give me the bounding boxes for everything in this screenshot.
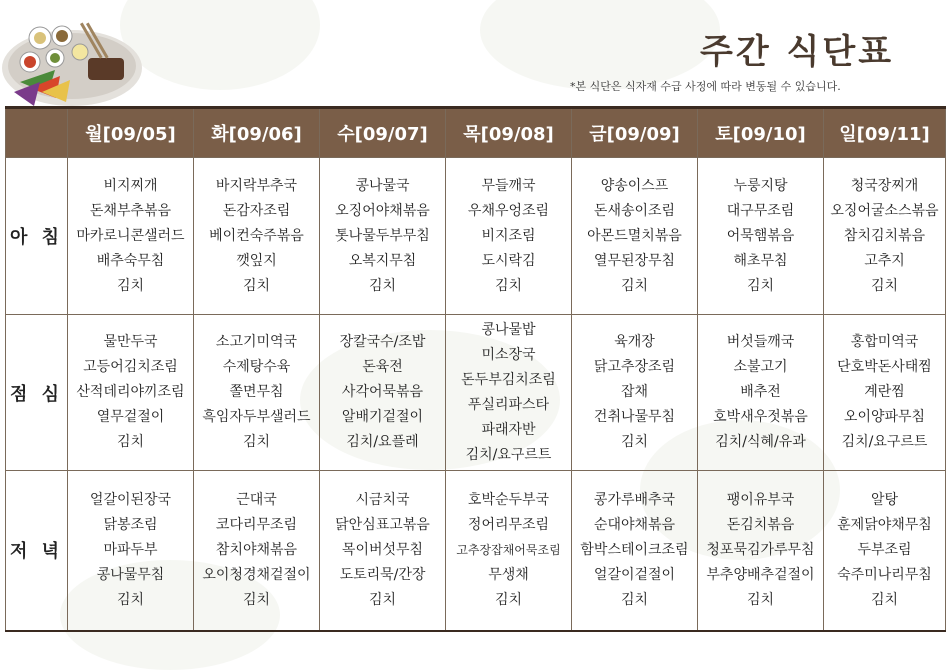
- dish-item: 순대야채볶음: [593, 516, 676, 533]
- dish-item: 배추숙무침: [96, 252, 165, 269]
- day-header: 화[09/06]: [194, 108, 320, 158]
- dish-item: 고추장잡채어묵조림: [456, 542, 561, 557]
- dish-item: 홍합미역국: [850, 334, 919, 350]
- dish-item: 오복지무침: [348, 252, 417, 269]
- dish-item: 육개장: [614, 334, 655, 350]
- dish-item: 배추전: [740, 384, 781, 400]
- menu-cell: [320, 315, 446, 471]
- dish-item: 닭안심표고볶음: [335, 516, 430, 533]
- meal-row: [6, 158, 946, 315]
- dish-item: 무생채: [488, 566, 529, 583]
- day-header: 토[09/10]: [698, 108, 824, 158]
- menu-cell: [320, 471, 446, 631]
- dish-item: 깻잎지: [236, 252, 277, 269]
- dish-item: 돈두부김치조림: [461, 371, 556, 388]
- dish-item: 콩가루배추국: [593, 491, 676, 508]
- dish-item: 호박새우젓볶음: [713, 409, 808, 425]
- menu-cell: [194, 471, 320, 631]
- dish-item: 어묵햄볶음: [726, 227, 795, 244]
- dish-item: 장칼국수/조밥: [339, 334, 426, 350]
- dish-item: 우채우엉조림: [467, 202, 550, 219]
- dish-item: 김치: [620, 434, 649, 450]
- menu-cell: [824, 158, 946, 315]
- dish-item: 김치: [620, 277, 649, 294]
- dish-item: 김치: [494, 591, 523, 608]
- dish-item: 바지락부추국: [215, 177, 298, 194]
- dish-item: 고추지: [864, 252, 905, 269]
- page-title: 주간 식단표: [700, 32, 895, 72]
- dish-item: 오징어야채볶음: [335, 202, 430, 219]
- dish-item: 고등어김치조림: [83, 359, 178, 375]
- menu-cell: [698, 471, 824, 631]
- dish-item: 건취나물무침: [593, 409, 676, 425]
- dish-item: 김치: [242, 277, 271, 294]
- dish-item: 목이버섯무침: [341, 541, 424, 558]
- food-plate-illustration: [0, 10, 150, 110]
- dish-item: 비지찌개: [103, 177, 158, 194]
- dish-item: 대구무조림: [726, 202, 795, 219]
- dish-item: 파래자반: [481, 421, 536, 438]
- dish-item: 정어리무조림: [467, 516, 550, 533]
- menu-cell: [194, 158, 320, 315]
- dish-item: 콩나물밥: [481, 321, 536, 338]
- dish-item: 숙주미나리무침: [837, 566, 932, 583]
- dish-item: 김치/요플레: [346, 434, 419, 450]
- meal-row: [6, 471, 946, 631]
- dish-item: 근대국: [236, 491, 277, 508]
- dish-item: 미소장국: [481, 346, 536, 363]
- dish-item: 두부조림: [857, 541, 912, 558]
- dish-item: 열무겉절이: [96, 409, 165, 425]
- dish-item: 푸실리파스타: [467, 396, 550, 413]
- dish-item: 알탕: [870, 491, 899, 508]
- dish-item: 김치: [116, 434, 145, 450]
- dish-item: 돈감자조림: [222, 202, 291, 219]
- menu-cell: [320, 158, 446, 315]
- meal-label: 저 녁: [6, 471, 68, 631]
- menu-cell: [698, 158, 824, 315]
- dish-item: 김치/요구르트: [841, 434, 928, 450]
- day-header: 목[09/08]: [446, 108, 572, 158]
- dish-item: 무들깨국: [481, 177, 536, 194]
- dish-item: 마카로니콘샐러드: [76, 227, 185, 244]
- day-header: 일[09/11]: [824, 108, 946, 158]
- dish-item: 양송이스프: [600, 177, 669, 194]
- dish-item: 콩나물국: [355, 177, 410, 194]
- dish-item: 청포묵김가루무침: [706, 541, 815, 558]
- dish-item: 톳나물두부무침: [335, 227, 430, 244]
- menu-cell: [824, 471, 946, 631]
- dish-item: 비지조림: [481, 227, 536, 244]
- dish-item: 훈제닭야채무침: [837, 516, 932, 533]
- dish-item: 김치: [242, 591, 271, 608]
- dish-item: 김치: [870, 591, 899, 608]
- dish-item: 김치: [620, 591, 649, 608]
- dish-item: 김치/식혜/유과: [715, 434, 806, 450]
- menu-cell: [446, 471, 572, 631]
- dish-item: 알배기겉절이: [341, 409, 424, 425]
- dish-item: 닭고추장조림: [593, 359, 676, 375]
- day-header: 월[09/05]: [68, 108, 194, 158]
- dish-item: 버섯들깨국: [726, 334, 795, 350]
- dish-item: 콩나물무침: [96, 566, 165, 583]
- dish-item: 도시락김: [481, 252, 536, 269]
- dish-item: 김치: [242, 434, 271, 450]
- dish-item: 계란찜: [864, 384, 905, 400]
- dish-item: 청국장찌개: [850, 177, 919, 194]
- dish-item: 마파두부: [103, 541, 158, 558]
- dish-item: 돈채부추볶음: [89, 202, 172, 219]
- dish-item: 물만두국: [103, 334, 158, 350]
- dish-item: 코다리무조림: [215, 516, 298, 533]
- meal-label: 아 침: [6, 158, 68, 315]
- menu-cell: [572, 471, 698, 631]
- dish-item: 시금치국: [355, 491, 410, 508]
- dish-item: 얼갈이된장국: [89, 491, 172, 508]
- dish-item: 소불고기: [733, 359, 788, 375]
- dish-item: 김치: [368, 277, 397, 294]
- dish-item: 단호박돈사태찜: [837, 359, 932, 375]
- dish-item: 쫄면무침: [229, 384, 284, 400]
- dish-item: 김치: [746, 591, 775, 608]
- dish-item: 함박스테이크조림: [580, 541, 689, 558]
- dish-item: 김치: [746, 277, 775, 294]
- meal-row: [6, 315, 946, 471]
- dish-item: 부추양배추겉절이: [706, 566, 815, 583]
- dish-item: 소고기미역국: [215, 334, 298, 350]
- dish-item: 돈김치볶음: [726, 516, 795, 533]
- day-header: 수[09/07]: [320, 108, 446, 158]
- dish-item: 김치: [368, 591, 397, 608]
- dish-item: 아몬드멸치볶음: [587, 227, 682, 244]
- menu-cell: [446, 158, 572, 315]
- menu-cell: [68, 471, 194, 631]
- dish-item: 누룽지탕: [733, 177, 788, 194]
- background-leaf: [120, 0, 320, 90]
- menu-cell: [68, 158, 194, 315]
- dish-item: 산적데리야끼조림: [76, 384, 185, 400]
- dish-item: 잡채: [620, 384, 649, 400]
- dish-item: 호박순두부국: [467, 491, 550, 508]
- dish-item: 돈새송이조림: [593, 202, 676, 219]
- dish-item: 팽이유부국: [726, 491, 795, 508]
- dish-item: 돈육전: [362, 359, 403, 375]
- dish-item: 베이컨숙주볶음: [209, 227, 304, 244]
- weekly-menu-table: [5, 106, 946, 632]
- menu-cell: [698, 315, 824, 471]
- dish-item: 해초무침: [733, 252, 788, 269]
- dish-item: 김치: [116, 591, 145, 608]
- dish-item: 수제탕수육: [222, 359, 291, 375]
- menu-cell: [824, 315, 946, 471]
- menu-cell: [194, 315, 320, 471]
- day-header-row: [6, 108, 946, 158]
- meal-label: 점 심: [6, 315, 68, 471]
- dish-item: 오이양파무침: [843, 409, 926, 425]
- dish-item: 참치김치볶음: [843, 227, 926, 244]
- menu-cell: [572, 158, 698, 315]
- dish-item: 김치: [870, 277, 899, 294]
- header-corner: [6, 108, 68, 158]
- dish-item: 오이청경채겉절이: [202, 566, 311, 583]
- dish-item: 흑임자두부샐러드: [202, 409, 311, 425]
- dish-item: 김치: [494, 277, 523, 294]
- background-leaf: [480, 0, 720, 90]
- dish-item: 사각어묵볶음: [341, 384, 424, 400]
- dish-item: 얼갈이겉절이: [593, 566, 676, 583]
- notice-text: *본 식단은 식자재 수급 사정에 따라 변동될 수 있습니다.: [570, 80, 841, 93]
- dish-item: 오징어굴소스볶음: [830, 202, 939, 219]
- dish-item: 닭봉조림: [103, 516, 158, 533]
- menu-cell: [572, 315, 698, 471]
- dish-item: 김치: [116, 277, 145, 294]
- dish-item: 열무된장무침: [593, 252, 676, 269]
- dish-item: 참치야채볶음: [215, 541, 298, 558]
- menu-cell: [446, 315, 572, 471]
- day-header: 금[09/09]: [572, 108, 698, 158]
- dish-item: 도토리묵/간장: [339, 566, 426, 583]
- menu-cell: [68, 315, 194, 471]
- dish-item: 김치/요구르트: [465, 446, 552, 463]
